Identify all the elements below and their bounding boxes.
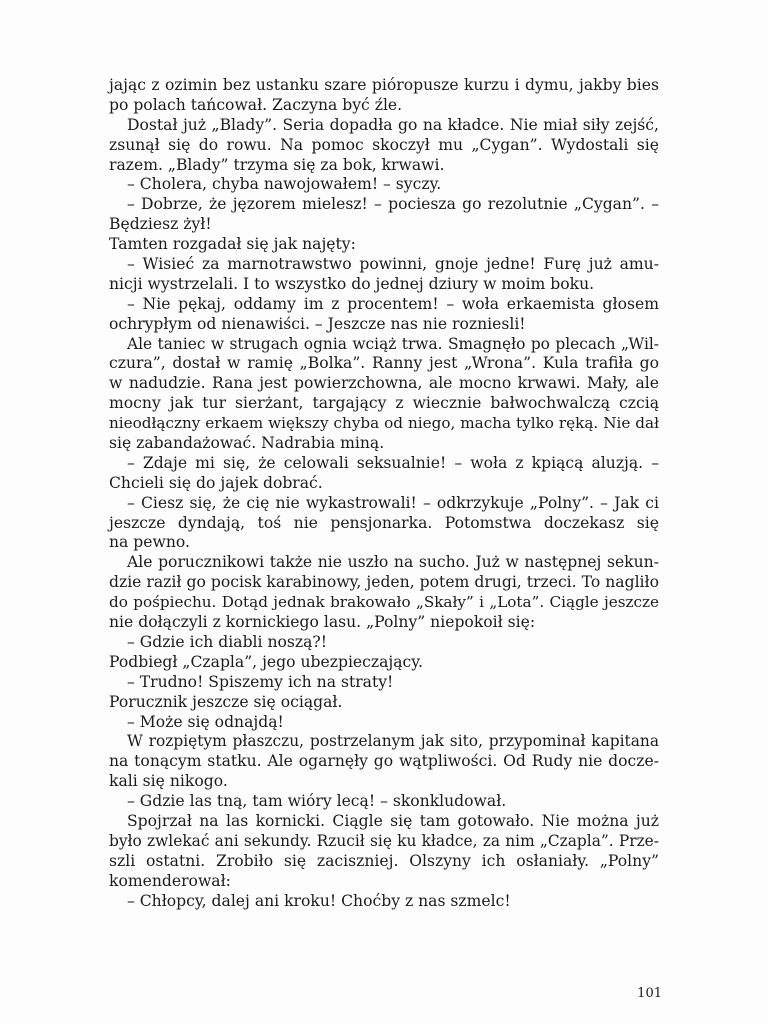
text-line: razem. „Blady” trzyma się za bok, krwawi. <box>109 155 445 174</box>
page-number: 101 <box>637 986 662 1001</box>
text-line: jając z ozimin bez ustanku szare pióropusze kurzu i dymu, jakby bies <box>109 76 659 94</box>
text-line: nieodłączny erkaem większy chyba od niego, macha tylko ręką. Nie dał <box>109 414 659 433</box>
text-line: Ale porucznikowi także nie uszło na sucho. Już w następnej sekun- <box>127 553 659 572</box>
body-text <box>109 76 659 911</box>
text-line: Chcieli się do jajek dobrać. <box>109 473 323 492</box>
text-line: – Trudno! Spiszemy ich na straty! <box>127 672 394 691</box>
text-line: Będziesz żył! <box>109 215 212 234</box>
text-line: Tamten rozgadał się jak najęty: <box>109 235 356 254</box>
text-line: – Dobrze, że jęzorem mielesz! – pociesza go rezolutnie „Cygan”. – <box>127 195 659 214</box>
text-line: szli ostatni. Zrobiło się zaciszniej. Olszyny ich osłaniały. „Polny” <box>109 851 659 870</box>
text-line: było zwlekać ani sekundy. Rzucił się ku kładce, za nim „Czapla”. Prze- <box>109 831 659 850</box>
text-line: – Nie pękaj, oddamy im z procentem! – woła erkaemista głosem <box>127 294 659 313</box>
text-line: mocny jak tur sierżant, targający z wiecznie bałwochwalczą czcią <box>109 394 659 413</box>
text-line: Dostał już „Blady”. Seria dopadła go na kładce. Nie miał siły zejść, <box>127 115 659 134</box>
text-line: Podbiegł „Czapla”, jego ubezpieczający. <box>109 652 423 671</box>
text-line: jeszcze dyndają, toś nie pensjonarka. Potomstwa doczekasz się <box>109 513 659 532</box>
text-line: – Ciesz się, że cię nie wykastrowali! – odkrzykuje „Polny”. – Jak ci <box>127 493 659 512</box>
text-line: czura”, dostał w ramię „Bolka”. Ranny jest „Wrona”. Kula trafiła go <box>109 354 659 373</box>
text-line: – Gdzie las tną, tam wióry lecą! – skonkludował. <box>127 792 507 811</box>
text-line: po polach tańcował. Zaczyna być źle. <box>109 95 403 114</box>
text-line: nicji wystrzelali. I to wszystko do jednej dziury w moim boku. <box>109 274 595 293</box>
text-line: Porucznik jeszcze się ociągał. <box>109 692 343 711</box>
text-line: nie dołączyli z kornickiego lasu. „Polny” niepokoił się: <box>109 613 536 632</box>
text-line: Spojrzał na las kornicki. Ciągle się tam gotowało. Nie można już <box>127 811 659 830</box>
text-line: na pewno. <box>109 533 190 552</box>
text-line: – Może się odnajdą! <box>127 712 284 731</box>
text-line: komenderował: <box>109 871 231 890</box>
text-line: się zabandażować. Nadrabia miną. <box>109 434 385 453</box>
text-line: ochrypłym od nienawiści. – Jeszcze nas nie rozniesli! <box>109 314 526 333</box>
text-line: – Zdaje mi się, że celowali seksualnie! – woła z kpiącą aluzją. – <box>127 453 659 472</box>
text-line: Ale taniec w strugach ognia wciąż trwa. Smagnęło po plecach „Wil- <box>127 334 659 353</box>
text-line: w nadudzie. Rana jest powierzchowna, ale mocno krwawi. Mały, ale <box>109 374 659 393</box>
text-line: kali się nikogo. <box>109 772 228 791</box>
text-line: – Cholera, chyba nawojowałem! – syczy. <box>127 175 442 194</box>
text-line: W rozpiętym płaszczu, postrzelanym jak sito, przypominał kapitana <box>127 732 659 751</box>
text-line: na tonącym statku. Ale ogarnęły go wątpliwości. Od Rudy nie docze- <box>109 752 659 771</box>
text-line: – Wisieć za marnotrawstwo powinni, gnoje jedne! Furę już amu- <box>127 255 659 274</box>
text-line: zsunął się do rowu. Na pomoc skoczył mu „Cygan”. Wydostali się <box>109 135 659 154</box>
text-line: – Gdzie ich diabli noszą?! <box>127 632 328 651</box>
text-line: do pośpiechu. Dotąd jednak brakowało „Skały” i „Lota”. Ciągle jeszcze <box>109 593 659 612</box>
text-line: dzie raził go pocisk karabinowy, jeden, potem drugi, trzeci. To nagliło <box>109 573 659 592</box>
text-line: – Chłopcy, dalej ani kroku! Choćby z nas szmelc! <box>127 891 511 910</box>
